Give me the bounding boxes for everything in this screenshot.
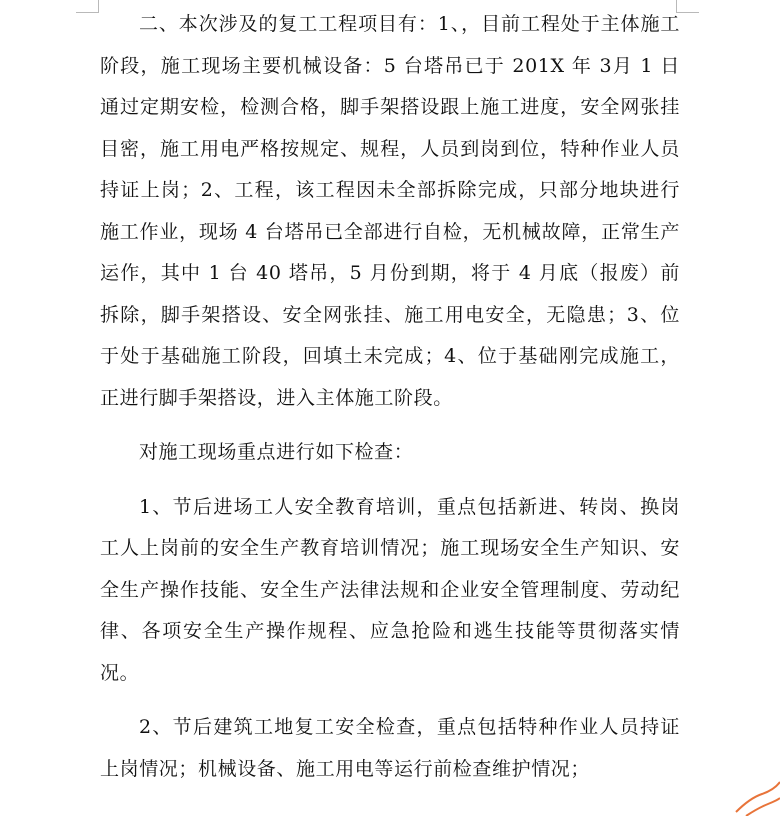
- text-line: 月 1 日通过定期安检，检测合格，脚手架搭设跟上施工进度，: [100, 54, 680, 118]
- text-line: 知识、安全生产操作技能、安全生产法律法规和企业安全管理: [100, 537, 680, 601]
- text-line: 1、节后进场工人安全教育培训，重点包括新进、转岗、: [138, 495, 641, 518]
- paragraph-project-list: [100, 4, 680, 419]
- paragraph-item-1: [100, 487, 680, 695]
- text-line: 到期，将于 4 月底（报废）前拆除，脚手架搭设、安全网张: [100, 262, 680, 326]
- paragraph-inspection-intro: [100, 432, 680, 474]
- paragraph-gap: [100, 474, 680, 487]
- text-line: 进入主体施工阶段。: [276, 386, 453, 409]
- wave-stroke-upper: [736, 782, 780, 812]
- paragraph-gap: [100, 694, 680, 707]
- text-line: 换岗工人上岗前的安全生产教育培训情况；施工现场安全生产: [100, 495, 681, 559]
- text-line: 二、本次涉及的复工工程项目有：1、，目前工程处于主: [138, 13, 621, 35]
- decorative-wave-icon: [732, 772, 780, 816]
- text-line: 对施工现场重点进行如下检查：: [138, 441, 414, 463]
- page-corner-mark-left: [76, 0, 99, 13]
- text-line: 检，无机械故障，正常生产运作，其中 1 台 40 塔吊，5 月份: [100, 220, 680, 284]
- text-line: 位，特种作业人员持证上岗；2、工程，该工程因未全部拆除: [100, 137, 680, 201]
- document-body: [100, 4, 680, 790]
- text-line: 填土未完成；4、位于基础刚完成施工，正进行脚手架搭设，: [100, 345, 680, 409]
- text-line: 安全网张挂目密，施工用电严格按规定、规程，人员到岗到: [100, 96, 680, 160]
- paragraph-gap: [100, 419, 680, 432]
- text-line: 制度、劳动纪律、各项安全生产操作规程、应急抢险和逃生技: [100, 578, 680, 642]
- paragraph-item-2: [100, 707, 680, 790]
- wave-stroke-lower: [746, 798, 780, 816]
- text-line: 持证上岗情况；机械设备、施工用电等运行前检查维护情况；: [100, 716, 681, 780]
- text-line: 完成，只部分地块进行施工作业，现场 4 台塔吊已全部进行自: [100, 179, 680, 243]
- text-line: 2、节后建筑工地复工安全检查，重点包括特种作业人员: [138, 716, 641, 738]
- text-line: 体施工阶段，施工现场主要机械设备：5 台塔吊已于 201X 年 3: [100, 13, 680, 77]
- text-line: 挂、施工用电安全，无隐患；3、位于处于基础施工阶段，回: [100, 303, 680, 367]
- text-line: 能等贯彻落实情况。: [100, 620, 680, 684]
